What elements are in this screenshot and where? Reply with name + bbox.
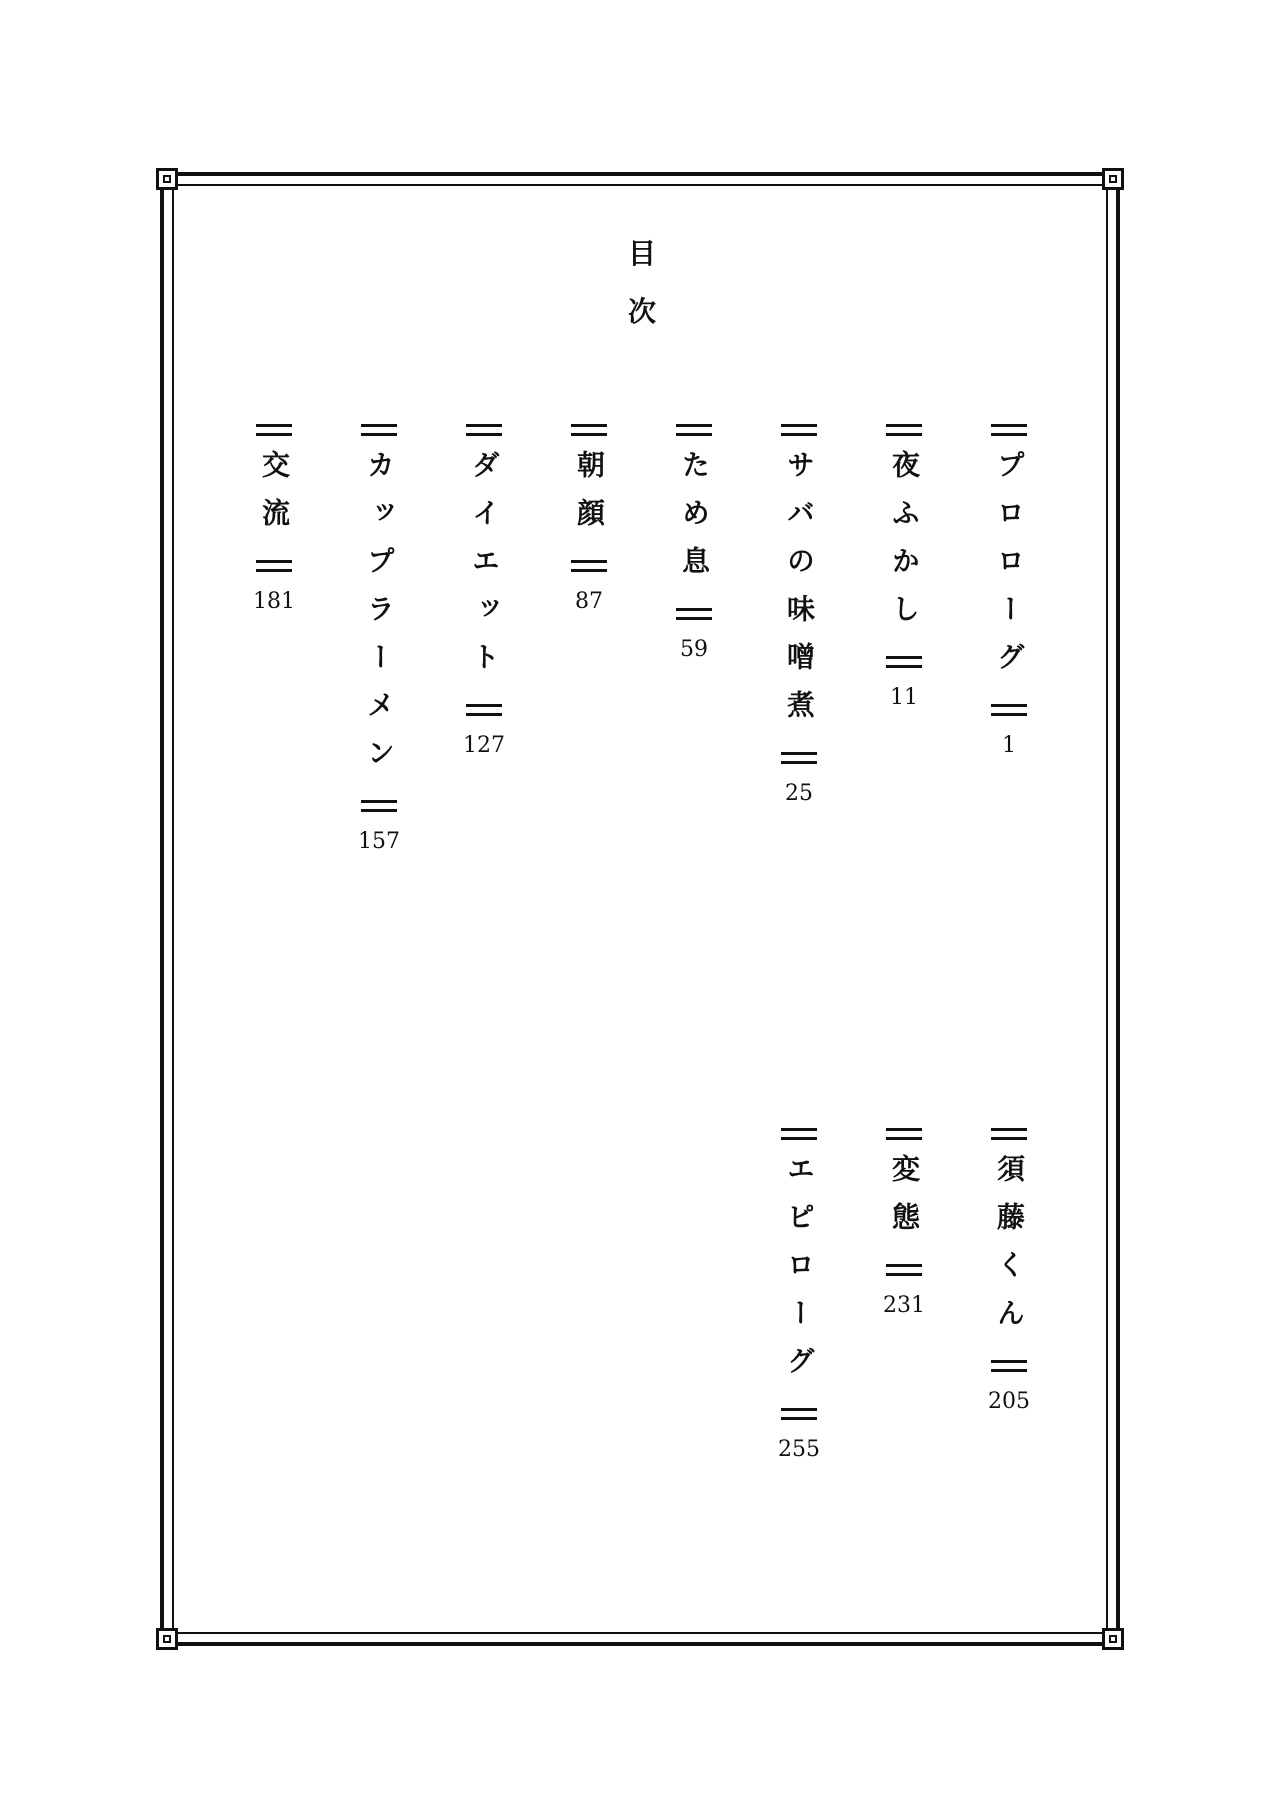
toc-entry-page: 255 bbox=[778, 1437, 820, 1462]
toc-entry[interactable] bbox=[454, 424, 514, 758]
toc-entry-title: 朝顔 bbox=[573, 450, 606, 546]
toc-entry-page: 205 bbox=[988, 1389, 1030, 1414]
page-frame-inner bbox=[172, 184, 1108, 1634]
double-rule bbox=[256, 560, 292, 572]
double-rule bbox=[886, 1264, 922, 1276]
toc-entry-page: 11 bbox=[890, 685, 918, 710]
toc-entry-page: 231 bbox=[883, 1293, 925, 1318]
double-rule bbox=[781, 424, 817, 436]
toc-entry[interactable] bbox=[979, 1128, 1039, 1414]
toc-entry-title: 交流 bbox=[258, 450, 291, 546]
double-rule bbox=[781, 1408, 817, 1420]
toc-entry[interactable] bbox=[769, 424, 829, 806]
toc-entry[interactable] bbox=[874, 424, 934, 710]
toc-entry-title: ため息 bbox=[678, 450, 711, 594]
double-rule bbox=[676, 424, 712, 436]
toc-entry-title: 夜ふかし bbox=[888, 450, 921, 642]
toc-entry-page: 1 bbox=[1002, 733, 1016, 758]
toc-title-char: 次 bbox=[627, 295, 656, 328]
double-rule bbox=[781, 1128, 817, 1140]
double-rule bbox=[676, 608, 712, 620]
toc-entry-page: 127 bbox=[463, 733, 505, 758]
toc-entry[interactable] bbox=[244, 424, 304, 614]
double-rule bbox=[886, 656, 922, 668]
toc-entry-title: エピローグ bbox=[783, 1154, 816, 1394]
toc-entry-page: 25 bbox=[785, 781, 813, 806]
toc-title-char: 目 bbox=[627, 237, 656, 270]
toc-entry[interactable] bbox=[664, 424, 724, 662]
toc-entry-page: 59 bbox=[680, 637, 708, 662]
toc-entry[interactable] bbox=[349, 424, 409, 854]
toc-entry-title: サバの味噌煮 bbox=[783, 450, 816, 738]
toc-entry-title: 変態 bbox=[888, 1154, 921, 1250]
double-rule bbox=[571, 560, 607, 572]
double-rule bbox=[466, 424, 502, 436]
double-rule bbox=[781, 752, 817, 764]
toc-entry-page: 157 bbox=[358, 829, 400, 854]
double-rule bbox=[886, 1128, 922, 1140]
toc-entry[interactable] bbox=[874, 1128, 934, 1318]
toc-entry[interactable] bbox=[769, 1128, 829, 1462]
double-rule bbox=[991, 424, 1027, 436]
double-rule bbox=[991, 1128, 1027, 1140]
double-rule bbox=[256, 424, 292, 436]
double-rule bbox=[361, 800, 397, 812]
toc-entry-title: プロローグ bbox=[993, 450, 1026, 690]
toc-entry-title: ダイエット bbox=[468, 450, 501, 690]
double-rule bbox=[466, 704, 502, 716]
double-rule bbox=[361, 424, 397, 436]
toc-title bbox=[622, 237, 662, 356]
double-rule bbox=[991, 704, 1027, 716]
toc-entry-title: 須藤くん bbox=[993, 1154, 1026, 1346]
frame-corner-ornament bbox=[1102, 1628, 1124, 1650]
toc-entry-title: カップラーメン bbox=[363, 450, 396, 786]
toc-entry-page: 87 bbox=[575, 589, 603, 614]
double-rule bbox=[886, 424, 922, 436]
frame-corner-ornament bbox=[156, 168, 178, 190]
toc-entry[interactable] bbox=[979, 424, 1039, 758]
double-rule bbox=[571, 424, 607, 436]
frame-corner-ornament bbox=[1102, 168, 1124, 190]
toc-entry[interactable] bbox=[559, 424, 619, 614]
double-rule bbox=[991, 1360, 1027, 1372]
frame-corner-ornament bbox=[156, 1628, 178, 1650]
toc-entry-page: 181 bbox=[253, 589, 295, 614]
